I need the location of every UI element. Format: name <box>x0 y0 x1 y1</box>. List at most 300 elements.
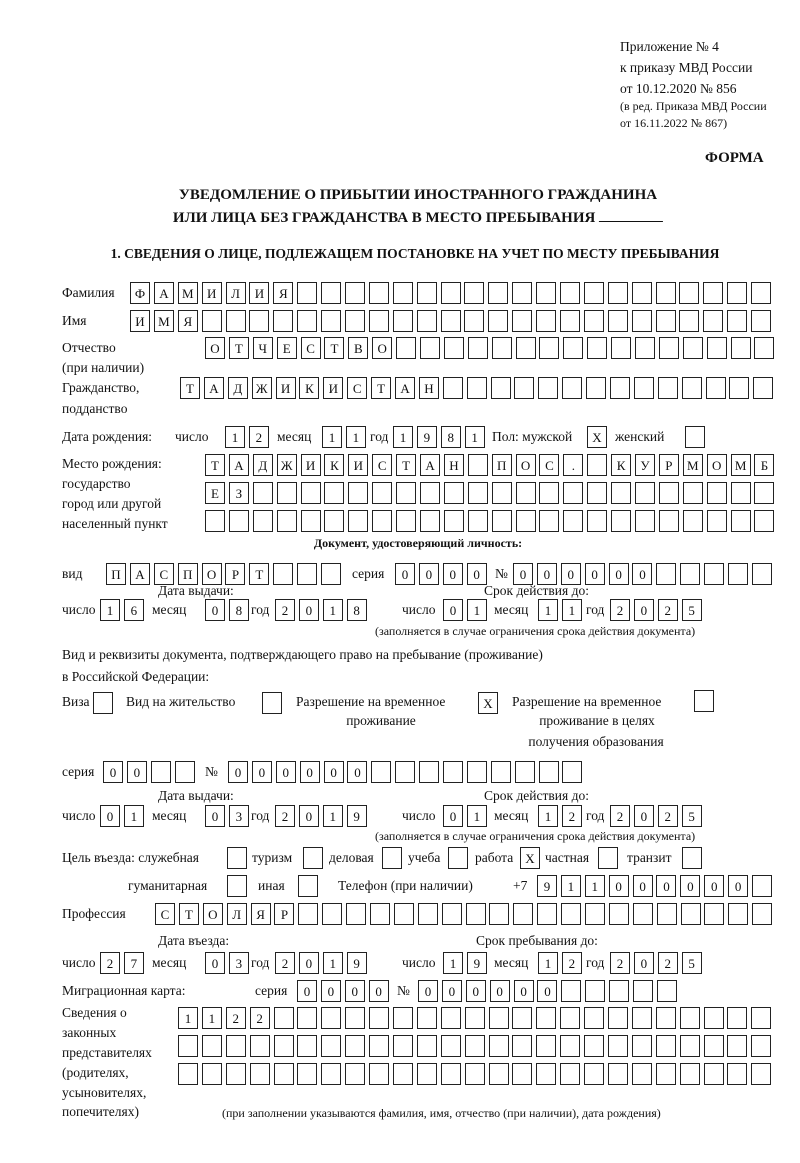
char-box[interactable] <box>372 482 392 504</box>
char-box[interactable] <box>584 1007 604 1029</box>
checkbox-cell[interactable]: X <box>520 847 540 869</box>
char-box[interactable]: 0 <box>537 563 557 585</box>
char-box[interactable] <box>656 1063 676 1085</box>
mc-number-boxes[interactable] <box>418 980 677 1002</box>
patronymic-boxes[interactable] <box>205 337 774 359</box>
char-box[interactable] <box>562 761 582 783</box>
birth-place-boxes-3[interactable] <box>205 510 774 532</box>
char-box[interactable] <box>704 903 724 925</box>
char-box[interactable] <box>489 903 509 925</box>
char-box[interactable] <box>467 761 487 783</box>
char-box[interactable] <box>754 510 774 532</box>
char-box[interactable] <box>175 761 195 783</box>
char-box[interactable] <box>277 482 297 504</box>
char-box[interactable] <box>488 310 508 332</box>
char-box[interactable]: 2 <box>658 599 678 621</box>
char-box[interactable] <box>226 1035 246 1057</box>
char-box[interactable] <box>634 377 654 399</box>
char-box[interactable]: А <box>204 377 224 399</box>
char-box[interactable]: 9 <box>537 875 557 897</box>
char-box[interactable]: 0 <box>300 761 320 783</box>
char-box[interactable]: С <box>154 563 174 585</box>
purpose-business-checkbox[interactable] <box>382 847 402 869</box>
char-box[interactable] <box>226 1063 246 1085</box>
char-box[interactable] <box>728 563 748 585</box>
char-box[interactable] <box>489 1007 509 1029</box>
birth-place-boxes-2[interactable] <box>205 482 774 504</box>
char-box[interactable] <box>321 310 341 332</box>
surname-boxes[interactable] <box>130 282 771 304</box>
char-box[interactable] <box>703 310 723 332</box>
male-checkbox[interactable] <box>587 426 607 448</box>
char-box[interactable] <box>516 482 536 504</box>
char-box[interactable] <box>369 310 389 332</box>
char-box[interactable]: И <box>323 377 343 399</box>
char-box[interactable] <box>680 1063 700 1085</box>
char-box[interactable]: Ч <box>253 337 273 359</box>
char-box[interactable] <box>372 510 392 532</box>
char-box[interactable]: 0 <box>299 805 319 827</box>
char-box[interactable] <box>514 377 534 399</box>
char-box[interactable]: Б <box>754 454 774 476</box>
char-box[interactable] <box>752 903 772 925</box>
char-box[interactable]: 8 <box>441 426 461 448</box>
char-box[interactable]: 2 <box>249 426 269 448</box>
char-box[interactable] <box>584 282 604 304</box>
char-box[interactable]: 1 <box>443 952 463 974</box>
char-box[interactable]: 0 <box>634 952 654 974</box>
char-box[interactable] <box>274 1063 294 1085</box>
char-box[interactable] <box>751 282 771 304</box>
char-box[interactable]: Я <box>251 903 271 925</box>
char-box[interactable] <box>679 282 699 304</box>
right-issue-month-boxes[interactable] <box>205 805 249 827</box>
char-box[interactable] <box>324 482 344 504</box>
char-box[interactable] <box>727 1007 747 1029</box>
char-box[interactable] <box>682 377 702 399</box>
char-box[interactable]: З <box>229 482 249 504</box>
char-box[interactable] <box>324 510 344 532</box>
char-box[interactable]: Д <box>253 454 273 476</box>
char-box[interactable] <box>635 337 655 359</box>
char-box[interactable] <box>297 282 317 304</box>
char-box[interactable] <box>512 310 532 332</box>
char-box[interactable] <box>301 482 321 504</box>
char-box[interactable] <box>345 1007 365 1029</box>
name-boxes[interactable] <box>130 310 771 332</box>
char-box[interactable]: 0 <box>103 761 123 783</box>
id-valid-month-boxes[interactable] <box>538 599 582 621</box>
char-box[interactable]: О <box>707 454 727 476</box>
checkbox-cell[interactable] <box>382 847 402 869</box>
char-box[interactable]: С <box>155 903 175 925</box>
char-box[interactable] <box>751 1063 771 1085</box>
char-box[interactable]: Т <box>396 454 416 476</box>
char-box[interactable] <box>492 337 512 359</box>
char-box[interactable] <box>369 1007 389 1029</box>
char-box[interactable]: 3 <box>229 952 249 974</box>
purpose-other-checkbox[interactable] <box>298 875 318 897</box>
char-box[interactable] <box>704 1063 724 1085</box>
char-box[interactable] <box>632 1063 652 1085</box>
entry-year-boxes[interactable] <box>275 952 367 974</box>
char-box[interactable]: П <box>106 563 126 585</box>
checkbox-cell[interactable] <box>227 847 247 869</box>
char-box[interactable] <box>680 1007 700 1029</box>
char-box[interactable] <box>538 377 558 399</box>
char-box[interactable] <box>611 510 631 532</box>
char-box[interactable]: 0 <box>513 563 533 585</box>
stay-year-boxes[interactable] <box>610 952 702 974</box>
char-box[interactable]: С <box>347 377 367 399</box>
checkbox-cell[interactable]: X <box>587 426 607 448</box>
checkbox-cell[interactable] <box>685 426 705 448</box>
char-box[interactable]: 0 <box>490 980 510 1002</box>
char-box[interactable] <box>488 282 508 304</box>
char-box[interactable] <box>632 282 652 304</box>
char-box[interactable] <box>657 980 677 1002</box>
char-box[interactable]: 0 <box>205 805 225 827</box>
char-box[interactable]: 0 <box>537 980 557 1002</box>
char-box[interactable]: 0 <box>633 875 653 897</box>
id-issue-month-boxes[interactable] <box>205 599 249 621</box>
char-box[interactable]: 1 <box>178 1007 198 1029</box>
char-box[interactable]: 1 <box>322 426 342 448</box>
char-box[interactable]: 0 <box>443 563 463 585</box>
checkbox-cell[interactable] <box>448 847 468 869</box>
char-box[interactable] <box>468 454 488 476</box>
char-box[interactable] <box>680 1035 700 1057</box>
char-box[interactable] <box>536 1063 556 1085</box>
char-box[interactable]: 0 <box>127 761 147 783</box>
char-box[interactable] <box>512 1035 532 1057</box>
char-box[interactable] <box>345 1063 365 1085</box>
char-box[interactable] <box>539 337 559 359</box>
char-box[interactable]: 0 <box>443 599 463 621</box>
char-box[interactable] <box>512 1063 532 1085</box>
char-box[interactable]: К <box>299 377 319 399</box>
char-box[interactable] <box>657 903 677 925</box>
char-box[interactable] <box>419 761 439 783</box>
right-number-boxes[interactable] <box>228 761 582 783</box>
char-box[interactable] <box>512 282 532 304</box>
char-box[interactable] <box>539 482 559 504</box>
char-box[interactable]: 0 <box>205 599 225 621</box>
char-box[interactable] <box>443 377 463 399</box>
char-box[interactable] <box>632 310 652 332</box>
char-box[interactable]: 0 <box>442 980 462 1002</box>
char-box[interactable] <box>611 337 631 359</box>
char-box[interactable] <box>345 282 365 304</box>
char-box[interactable] <box>444 510 464 532</box>
char-box[interactable] <box>393 1007 413 1029</box>
char-box[interactable] <box>465 1007 485 1029</box>
char-box[interactable]: 2 <box>275 952 295 974</box>
char-box[interactable] <box>417 1035 437 1057</box>
char-box[interactable] <box>468 337 488 359</box>
purpose-private-checkbox[interactable] <box>598 847 618 869</box>
char-box[interactable] <box>563 510 583 532</box>
char-box[interactable] <box>633 980 653 1002</box>
checkbox-cell[interactable]: X <box>478 692 498 714</box>
char-box[interactable] <box>298 903 318 925</box>
entry-month-boxes[interactable] <box>205 952 249 974</box>
id-number-boxes[interactable] <box>513 563 772 585</box>
char-box[interactable] <box>444 482 464 504</box>
char-box[interactable]: 7 <box>124 952 144 974</box>
stay-day-boxes[interactable] <box>443 952 487 974</box>
purpose-study-checkbox[interactable] <box>448 847 468 869</box>
char-box[interactable]: 2 <box>275 599 295 621</box>
char-box[interactable]: О <box>516 454 536 476</box>
char-box[interactable] <box>751 1035 771 1057</box>
female-checkbox[interactable] <box>685 426 705 448</box>
char-box[interactable] <box>464 282 484 304</box>
char-box[interactable] <box>681 903 701 925</box>
char-box[interactable]: 0 <box>609 563 629 585</box>
char-box[interactable] <box>703 282 723 304</box>
char-box[interactable] <box>704 1035 724 1057</box>
char-box[interactable]: . <box>563 454 583 476</box>
char-box[interactable]: Ф <box>130 282 150 304</box>
id-series-boxes[interactable] <box>395 563 487 585</box>
char-box[interactable]: М <box>731 454 751 476</box>
char-box[interactable] <box>229 510 249 532</box>
char-box[interactable]: 1 <box>467 805 487 827</box>
char-box[interactable] <box>321 563 341 585</box>
char-box[interactable]: 0 <box>609 875 629 897</box>
right-issue-day-boxes[interactable] <box>100 805 144 827</box>
char-box[interactable] <box>468 510 488 532</box>
char-box[interactable]: 0 <box>466 980 486 1002</box>
char-box[interactable]: 1 <box>202 1007 222 1029</box>
char-box[interactable] <box>369 1063 389 1085</box>
char-box[interactable] <box>277 510 297 532</box>
char-box[interactable] <box>274 1035 294 1057</box>
char-box[interactable] <box>587 482 607 504</box>
char-box[interactable]: 0 <box>656 875 676 897</box>
char-box[interactable] <box>659 482 679 504</box>
char-box[interactable] <box>417 1063 437 1085</box>
char-box[interactable] <box>396 482 416 504</box>
char-box[interactable] <box>587 510 607 532</box>
char-box[interactable] <box>608 310 628 332</box>
char-box[interactable] <box>680 563 700 585</box>
char-box[interactable] <box>609 903 629 925</box>
char-box[interactable] <box>249 310 269 332</box>
char-box[interactable]: О <box>202 563 222 585</box>
char-box[interactable] <box>585 980 605 1002</box>
char-box[interactable] <box>608 1063 628 1085</box>
char-box[interactable] <box>515 761 535 783</box>
char-box[interactable]: Д <box>228 377 248 399</box>
char-box[interactable] <box>273 563 293 585</box>
checkbox-cell[interactable] <box>598 847 618 869</box>
char-box[interactable]: Ж <box>277 454 297 476</box>
char-box[interactable] <box>417 282 437 304</box>
char-box[interactable]: 1 <box>538 599 558 621</box>
char-box[interactable] <box>396 510 416 532</box>
stay-month-boxes[interactable] <box>538 952 582 974</box>
char-box[interactable]: И <box>276 377 296 399</box>
char-box[interactable] <box>468 482 488 504</box>
char-box[interactable]: И <box>202 282 222 304</box>
char-box[interactable]: 2 <box>562 952 582 974</box>
char-box[interactable] <box>513 903 533 925</box>
char-box[interactable] <box>754 337 774 359</box>
char-box[interactable] <box>560 282 580 304</box>
char-box[interactable] <box>370 903 390 925</box>
char-box[interactable] <box>536 282 556 304</box>
char-box[interactable]: 0 <box>345 980 365 1002</box>
char-box[interactable] <box>727 1063 747 1085</box>
char-box[interactable] <box>301 510 321 532</box>
char-box[interactable] <box>151 761 171 783</box>
char-box[interactable] <box>297 1007 317 1029</box>
char-box[interactable]: 1 <box>100 599 120 621</box>
char-box[interactable]: 0 <box>680 875 700 897</box>
char-box[interactable]: 1 <box>225 426 245 448</box>
char-box[interactable] <box>584 1035 604 1057</box>
char-box[interactable] <box>608 282 628 304</box>
char-box[interactable] <box>393 1035 413 1057</box>
char-box[interactable]: И <box>249 282 269 304</box>
char-box[interactable] <box>321 1063 341 1085</box>
char-box[interactable] <box>728 903 748 925</box>
char-box[interactable] <box>536 1007 556 1029</box>
char-box[interactable]: 0 <box>297 980 317 1002</box>
char-box[interactable]: 0 <box>585 563 605 585</box>
char-box[interactable] <box>731 482 751 504</box>
char-box[interactable]: 9 <box>347 952 367 974</box>
char-box[interactable]: 0 <box>704 875 724 897</box>
char-box[interactable]: М <box>683 454 703 476</box>
char-box[interactable]: И <box>348 454 368 476</box>
char-box[interactable]: 0 <box>369 980 389 1002</box>
char-box[interactable]: 1 <box>561 875 581 897</box>
char-box[interactable] <box>587 337 607 359</box>
char-box[interactable]: 2 <box>250 1007 270 1029</box>
char-box[interactable]: Р <box>659 454 679 476</box>
char-box[interactable] <box>516 337 536 359</box>
char-box[interactable]: 2 <box>658 805 678 827</box>
char-box[interactable] <box>560 1035 580 1057</box>
char-box[interactable] <box>420 482 440 504</box>
right-series-boxes[interactable] <box>103 761 195 783</box>
char-box[interactable] <box>609 980 629 1002</box>
char-box[interactable] <box>679 310 699 332</box>
char-box[interactable] <box>348 510 368 532</box>
char-box[interactable] <box>202 1063 222 1085</box>
char-box[interactable]: 0 <box>252 761 272 783</box>
char-box[interactable] <box>706 377 726 399</box>
char-box[interactable] <box>297 563 317 585</box>
char-box[interactable] <box>610 377 630 399</box>
right-issue-year-boxes[interactable] <box>275 805 367 827</box>
char-box[interactable]: М <box>154 310 174 332</box>
char-box[interactable]: О <box>372 337 392 359</box>
char-box[interactable] <box>752 563 772 585</box>
char-box[interactable] <box>751 1007 771 1029</box>
char-box[interactable] <box>492 482 512 504</box>
char-box[interactable]: 2 <box>562 805 582 827</box>
char-box[interactable] <box>754 482 774 504</box>
char-box[interactable] <box>441 1063 461 1085</box>
char-box[interactable] <box>632 1007 652 1029</box>
char-box[interactable] <box>467 377 487 399</box>
char-box[interactable] <box>563 337 583 359</box>
char-box[interactable]: П <box>178 563 198 585</box>
id-valid-year-boxes[interactable] <box>610 599 702 621</box>
char-box[interactable] <box>441 1035 461 1057</box>
char-box[interactable] <box>253 510 273 532</box>
char-box[interactable] <box>560 1007 580 1029</box>
char-box[interactable] <box>704 1007 724 1029</box>
char-box[interactable]: 0 <box>634 805 654 827</box>
char-box[interactable]: 1 <box>467 599 487 621</box>
char-box[interactable] <box>441 1007 461 1029</box>
checkbox-cell[interactable] <box>303 847 323 869</box>
char-box[interactable]: А <box>229 454 249 476</box>
char-box[interactable] <box>371 761 391 783</box>
char-box[interactable] <box>731 510 751 532</box>
char-box[interactable] <box>563 482 583 504</box>
char-box[interactable]: 1 <box>465 426 485 448</box>
purpose-work-checkbox[interactable] <box>520 847 540 869</box>
char-box[interactable] <box>539 761 559 783</box>
char-box[interactable]: 2 <box>610 599 630 621</box>
char-box[interactable]: 1 <box>346 426 366 448</box>
char-box[interactable] <box>443 761 463 783</box>
char-box[interactable]: 1 <box>562 599 582 621</box>
char-box[interactable] <box>707 510 727 532</box>
char-box[interactable] <box>656 563 676 585</box>
char-box[interactable] <box>417 310 437 332</box>
birth-place-boxes-1[interactable] <box>205 454 774 476</box>
char-box[interactable] <box>393 282 413 304</box>
char-box[interactable]: 6 <box>124 599 144 621</box>
char-box[interactable]: Я <box>273 282 293 304</box>
char-box[interactable]: 0 <box>419 563 439 585</box>
char-box[interactable]: 1 <box>393 426 413 448</box>
char-box[interactable] <box>512 1007 532 1029</box>
char-box[interactable] <box>536 1035 556 1057</box>
char-box[interactable] <box>659 337 679 359</box>
rep-boxes-3[interactable] <box>178 1063 771 1085</box>
char-box[interactable] <box>683 510 703 532</box>
char-box[interactable]: 9 <box>347 805 367 827</box>
char-box[interactable] <box>656 282 676 304</box>
char-box[interactable] <box>178 1035 198 1057</box>
char-box[interactable]: П <box>492 454 512 476</box>
char-box[interactable] <box>321 1035 341 1057</box>
char-box[interactable] <box>442 903 462 925</box>
char-box[interactable]: 5 <box>682 805 702 827</box>
char-box[interactable] <box>584 310 604 332</box>
char-box[interactable] <box>489 1063 509 1085</box>
char-box[interactable] <box>707 337 727 359</box>
char-box[interactable] <box>273 310 293 332</box>
char-box[interactable] <box>396 337 416 359</box>
char-box[interactable] <box>683 482 703 504</box>
char-box[interactable]: 2 <box>610 952 630 974</box>
char-box[interactable]: Л <box>226 282 246 304</box>
char-box[interactable] <box>536 310 556 332</box>
char-box[interactable] <box>250 1035 270 1057</box>
char-box[interactable] <box>321 1007 341 1029</box>
char-box[interactable] <box>729 377 749 399</box>
char-box[interactable]: И <box>130 310 150 332</box>
